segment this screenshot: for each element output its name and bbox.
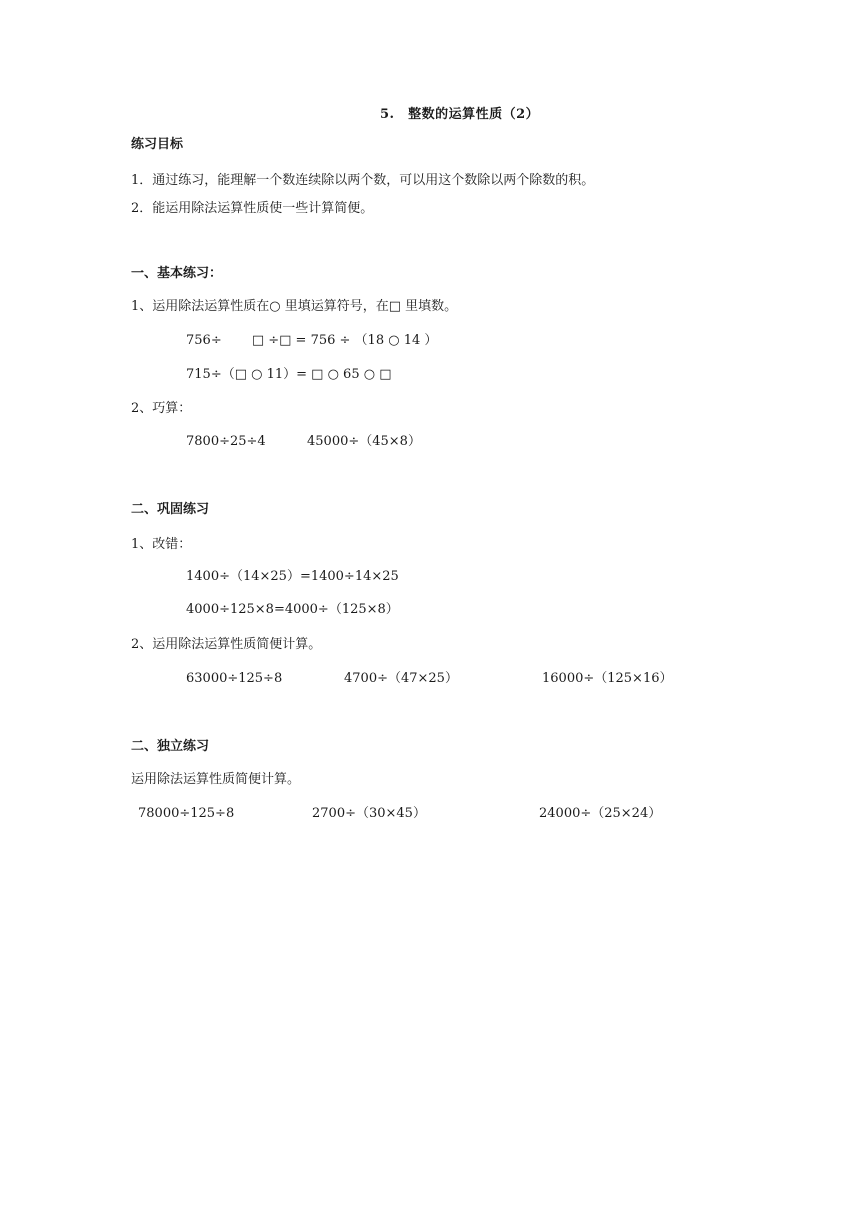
basic-q2-item-1: 7800÷25÷4 bbox=[186, 434, 266, 449]
objective-item-2: 2．能运用除法运算性质使一些计算简便。 bbox=[131, 201, 374, 216]
page-title: 5. 整数的运算性质（2） bbox=[380, 107, 540, 122]
consolidate-heading: 二、巩固练习 bbox=[131, 502, 210, 517]
consolidate-q2-item-1: 63000÷125÷8 bbox=[186, 671, 283, 686]
consolidate-q1-item-2: 4000÷125×8=4000÷（125×8） bbox=[186, 602, 399, 617]
basic-q2-prompt: 2、巧算： bbox=[131, 401, 192, 416]
basic-heading: 一、基本练习： bbox=[131, 266, 223, 281]
basic-q2-item-2: 45000÷（45×8） bbox=[307, 434, 421, 449]
independent-item-1: 78000÷125÷8 bbox=[138, 806, 235, 821]
consolidate-q2-item-2: 4700÷（47×25） bbox=[344, 671, 458, 686]
consolidate-q1-item-1: 1400÷（14×25）=1400÷14×25 bbox=[186, 569, 399, 584]
basic-q1-row2: 715÷（□ ○ 11）= □ ○ 65 ○ □ bbox=[186, 367, 392, 382]
independent-heading: 二、独立练习 bbox=[131, 739, 210, 754]
independent-prompt: 运用除法运算性质简便计算。 bbox=[131, 772, 301, 787]
objective-item-1: 1．通过练习，能理解一个数连续除以两个数，可以用这个数除以两个除数的积。 bbox=[131, 173, 595, 188]
independent-item-3: 24000÷（25×24） bbox=[539, 806, 662, 821]
consolidate-q2-item-3: 16000÷（125×16） bbox=[542, 671, 673, 686]
basic-q1-prompt: 1、运用除法运算性质在○ 里填运算符号，在□ 里填数。 bbox=[131, 299, 458, 314]
basic-q1-row1: 756÷ □ ÷□ = 756 ÷ （18 ○ 14 ） bbox=[186, 333, 438, 348]
consolidate-q1-prompt: 1、改错： bbox=[131, 537, 192, 552]
objectives-heading: 练习目标 bbox=[131, 137, 184, 152]
consolidate-q2-prompt: 2、运用除法运算性质简便计算。 bbox=[131, 637, 322, 652]
independent-item-2: 2700÷（30×45） bbox=[312, 806, 426, 821]
